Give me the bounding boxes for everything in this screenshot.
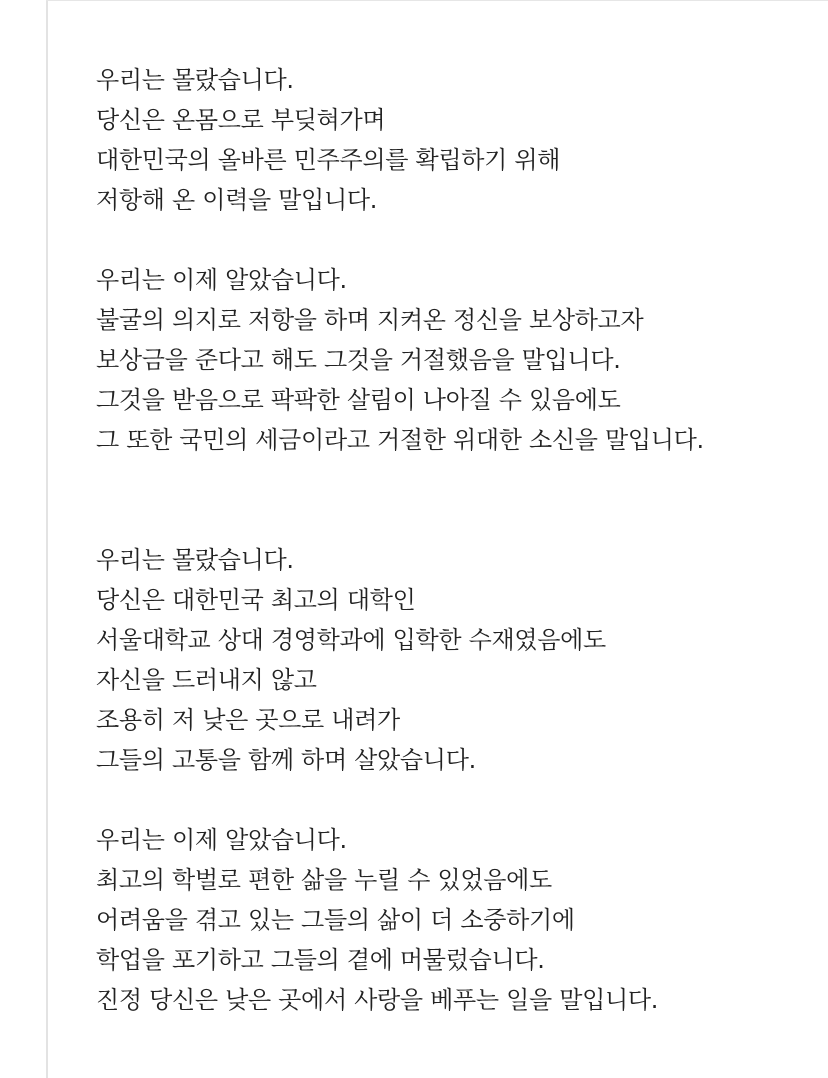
- poem-line: 우리는 이제 알았습니다.: [96, 266, 347, 294]
- poem-line: 당신은 온몸으로 부딪혀가며: [96, 106, 386, 134]
- poem-line: 우리는 이제 알았습니다.: [96, 826, 347, 854]
- stanza-spacer: [96, 220, 816, 260]
- poem-line: 그 또한 국민의 세금이라고 거절한 위대한 소신을 말입니다.: [96, 426, 704, 454]
- poem-line: 최고의 학벌로 편한 삶을 누릴 수 있었음에도: [96, 866, 552, 894]
- stanza-4: [96, 820, 816, 1020]
- poem-line: 학업을 포기하고 그들의 곁에 머물렀습니다.: [96, 946, 545, 974]
- poem-line: 저항해 온 이력을 말입니다.: [96, 186, 378, 214]
- poem-line: 어려움을 겪고 있는 그들의 삶이 더 소중하기에: [96, 906, 575, 934]
- poem-line: 그것을 받음으로 팍팍한 살림이 나아질 수 있음에도: [96, 386, 621, 414]
- stanza-spacer: [96, 780, 816, 820]
- poem-line: 보상금을 준다고 해도 그것을 거절했음을 말입니다.: [96, 346, 621, 374]
- stanza-2: [96, 260, 816, 460]
- poem-line: 서울대학교 상대 경영학과에 입학한 수재였음에도: [96, 626, 606, 654]
- poem-line: 그들의 고통을 함께 하며 살았습니다.: [96, 746, 476, 774]
- poem-line: 우리는 몰랐습니다.: [96, 66, 294, 94]
- stanza-1: [96, 60, 816, 220]
- poem-line: 조용히 저 낮은 곳으로 내려가: [96, 706, 400, 734]
- poem-line: 불굴의 의지로 저항을 하며 지켜온 정신을 보상하고자: [96, 306, 644, 334]
- poem-line: 우리는 몰랐습니다.: [96, 546, 294, 574]
- top-border-line: [46, 0, 828, 1]
- stanza-3: [96, 540, 816, 780]
- stanza-spacer: [96, 460, 816, 540]
- poem-line: 진정 당신은 낮은 곳에서 사랑을 베푸는 일을 말입니다.: [96, 986, 659, 1014]
- poem-line: 대한민국의 올바른 민주주의를 확립하기 위해: [96, 146, 561, 174]
- poem-line: 당신은 대한민국 최고의 대학인: [96, 586, 416, 614]
- poem-line: 자신을 드러내지 않고: [96, 666, 317, 694]
- poem-body: [96, 60, 816, 1020]
- left-border-line: [46, 0, 48, 1078]
